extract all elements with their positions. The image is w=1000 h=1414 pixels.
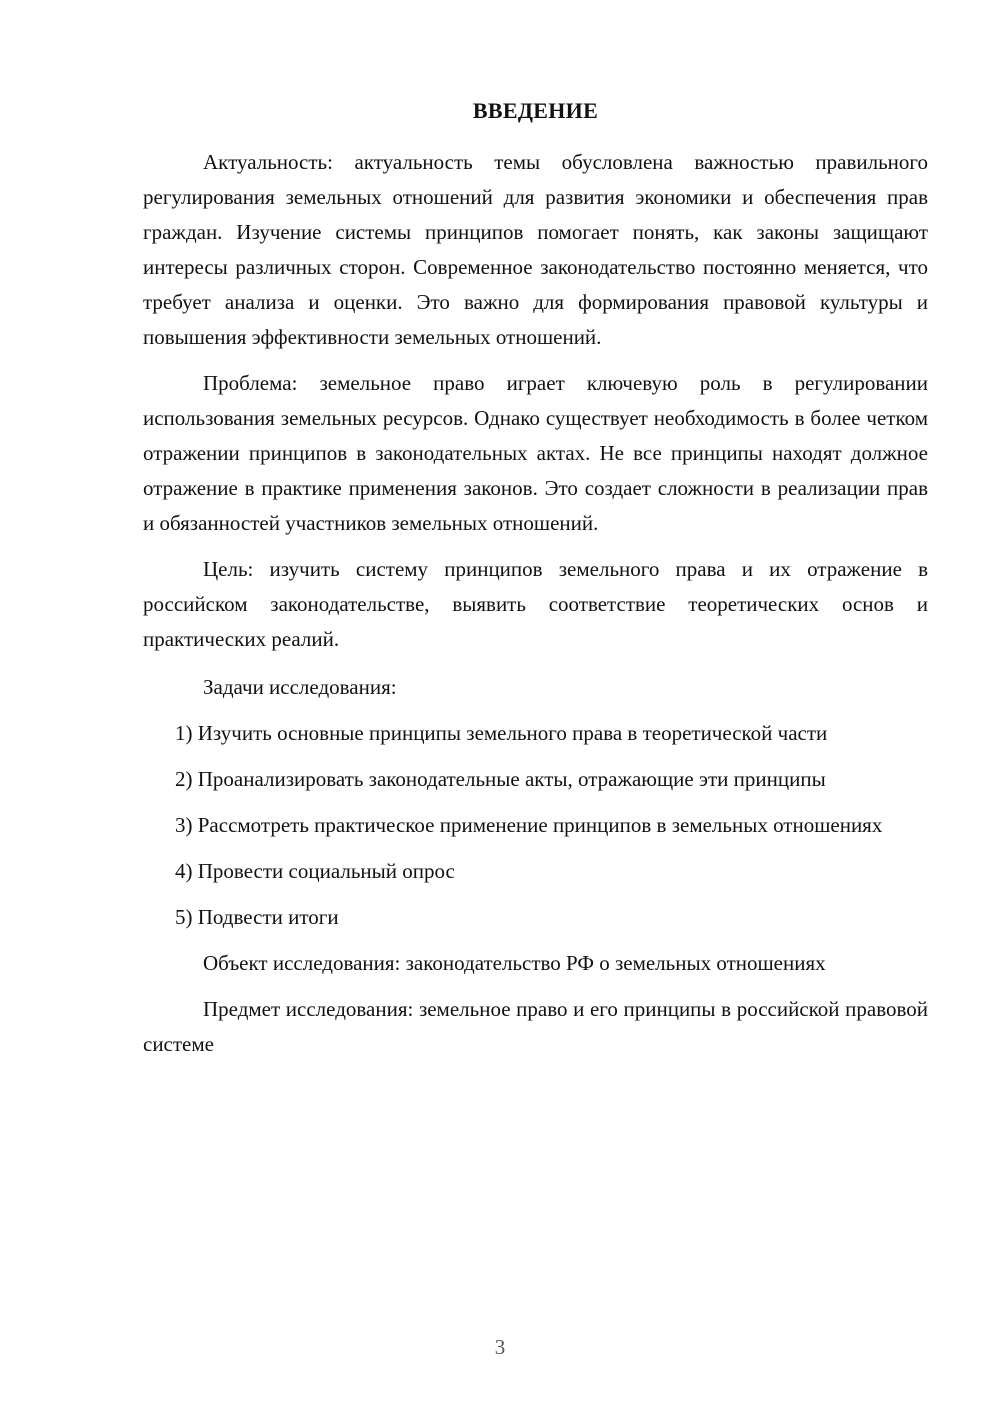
paragraph-relevance: Актуальность: актуальность темы обусловлена важностью правильного регулирования земельных отношений для развития экономики и обеспечения прав граждан. Изучение системы принципов помогает понять, как законы защищают интересы различных сторон. Современное законодательство постоянно меняется, что требует анализа и оценки. Это важно для формирования правовой культуры и повышения эффективности земельных отношений. [143, 150, 928, 349]
list-item: 4) Провести социальный опрос [175, 859, 455, 883]
list-item: 2) Проанализировать законодательные акты, отражающие эти принципы [175, 767, 826, 791]
section-title: ВВЕДЕНИЕ [472, 98, 599, 123]
tasks-heading: Задачи исследования: [203, 675, 397, 699]
paragraph-subject: Предмет исследования: земельное право и его принципы в российской правовой системе [143, 997, 928, 1056]
list-item: 3) Рассмотреть практическое применение принципов в земельных отношениях [175, 813, 883, 837]
list-item: 5) Подвести итоги [175, 905, 339, 929]
paragraph-object: Объект исследования: законодательство РФ о земельных отношениях [203, 951, 826, 975]
paragraph-problem: Проблема: земельное право играет ключевую роль в регулировании использования земельных ресурсов. Однако существует необходимость в более четком отражении принципов в законодательных актах. Не все принципы находят должное отражение в практике применения законов. Это создает сложности в реализации прав и обязанностей участников земельных отношений. [143, 371, 928, 535]
tasks-list [143, 716, 928, 935]
paragraph-goal: Цель: изучить систему принципов земельного права и их отражение в российском законодательстве, выявить соответствие теоретических основ и практических реалий. [143, 557, 928, 651]
page-number: 3 [494, 1335, 506, 1359]
document-page [143, 96, 928, 1062]
list-item: 1) Изучить основные принципы земельного права в теоретической части [175, 721, 828, 745]
